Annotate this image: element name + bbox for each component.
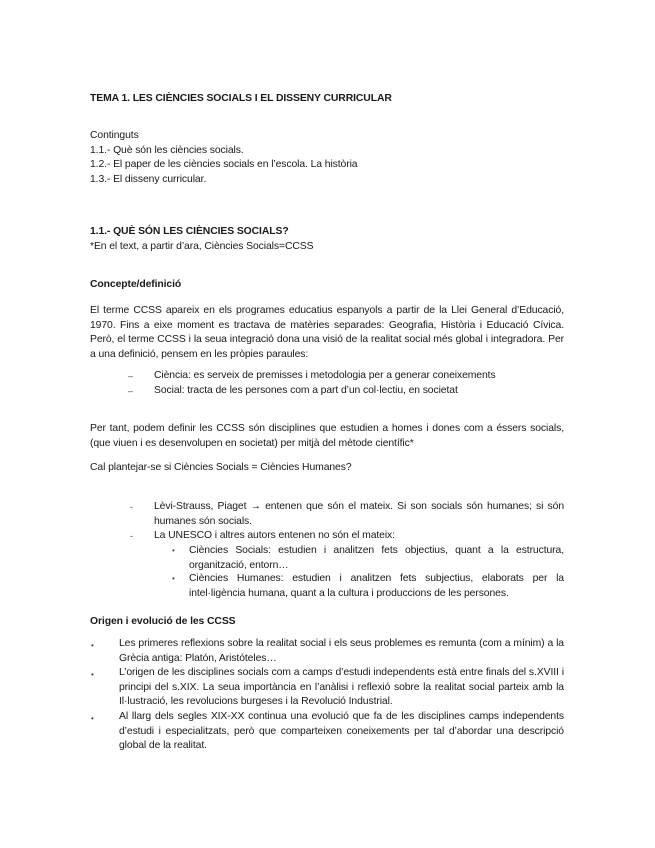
contents-heading: Continguts	[90, 130, 139, 141]
subsection-heading: Origen i evolució de les CCSS	[90, 616, 236, 627]
list-item: Ciència: es serveix de premisses i metodologia per a generar coneixements	[154, 370, 496, 381]
dash-bullet-icon: –	[128, 371, 134, 381]
subsection-heading: Concepte/definició	[90, 279, 182, 290]
concept-paragraph: El terme CCSS apareix en els programes educatius espanyols a partir de la Llei General d’Educació, 1970. Fins a eixe moment es tractava de matèries separades: Geografia, Història i Educació Cívica. Però, el terme CCSS i la seua integració dona una visió de la realitat social més global i integradora. Per a una definició, pensem en les pròpies paraules:	[90, 305, 564, 360]
dot-bullet-icon: •	[172, 574, 175, 583]
contents-item: 1.2.- El paper de les ciències socials en l’escola. La història	[90, 159, 358, 170]
contents-item: 1.3.- El disseny curricular.	[90, 173, 207, 185]
dot-bullet-icon: •	[91, 670, 94, 679]
list-item: Social: tracta de les persones com a part d’un col·lectiu, en societat	[154, 385, 458, 396]
document-title: TEMA 1. LES CIÈNCIES SOCIALS I EL DISSENY CURRICULAR	[90, 93, 392, 104]
dash-bullet-icon: –	[128, 386, 134, 396]
section-heading: 1.1.- QUÈ SÓN LES CIÈNCIES SOCIALS?	[90, 226, 289, 237]
dot-bullet-icon: •	[172, 546, 175, 555]
definition-paragraph: Per tant, podem definir les CCSS són disciplines que estudien a homes i dones com a éssers socials, (que viuen i es desenvolupen en societat) per mitjà del mètode científic*	[90, 423, 564, 449]
sub-list-item: Ciències Humanes: estudien i analitzen fets subjectius, elaborats per la intel·ligència humana, quant a la cultura i produccions de les persones.	[189, 573, 564, 599]
origin-list-item: Les primeres reflexions sobre la realitat social i els seus problemes es remunta (com a mínim) a la Grècia antiga: Platón, Aristóteles…	[119, 638, 564, 664]
dash-bullet-icon: -	[130, 502, 133, 512]
question-text: Cal plantejar-se si Ciències Socials = Ciències Humanes?	[90, 462, 352, 473]
sub-list-item: Ciències Socials: estudien i analitzen fets objectius, quant a la estructura, organització, entorn…	[189, 545, 564, 571]
list-item: Lèvi-Strauss, Piaget → entenen que són el mateix. Si son socials són humanes; si són humanes són socials.	[154, 501, 564, 527]
origin-list-item: L’origen de les disciplines socials com a camps d’estudi independents està entre finals del s.XVIII i principi del s.XIX. La seua importància en l’anàlisi i reflexió sobre la realitat social parteix amb la Il·lustració, les revolucions burgeses i la Revolució Industrial.	[119, 667, 564, 707]
dot-bullet-icon: •	[91, 714, 94, 723]
section-note: *En el text, a partir d’ara, Ciències Socials=CCSS	[90, 240, 314, 252]
dot-bullet-icon: •	[91, 641, 94, 650]
dash-bullet-icon: -	[130, 531, 133, 541]
list-item: La UNESCO i altres autors entenen no són el mateix:	[154, 530, 395, 541]
origin-list-item: Al llarg dels segles XIX-XX continua una evolució que fa de les disciplines camps independents d’estudi i especialitzats, però que comparteixen coneixements per tal d’abordar una descripció global de la realitat.	[119, 711, 564, 751]
contents-item: 1.1.- Què són les ciències socials.	[90, 144, 244, 156]
